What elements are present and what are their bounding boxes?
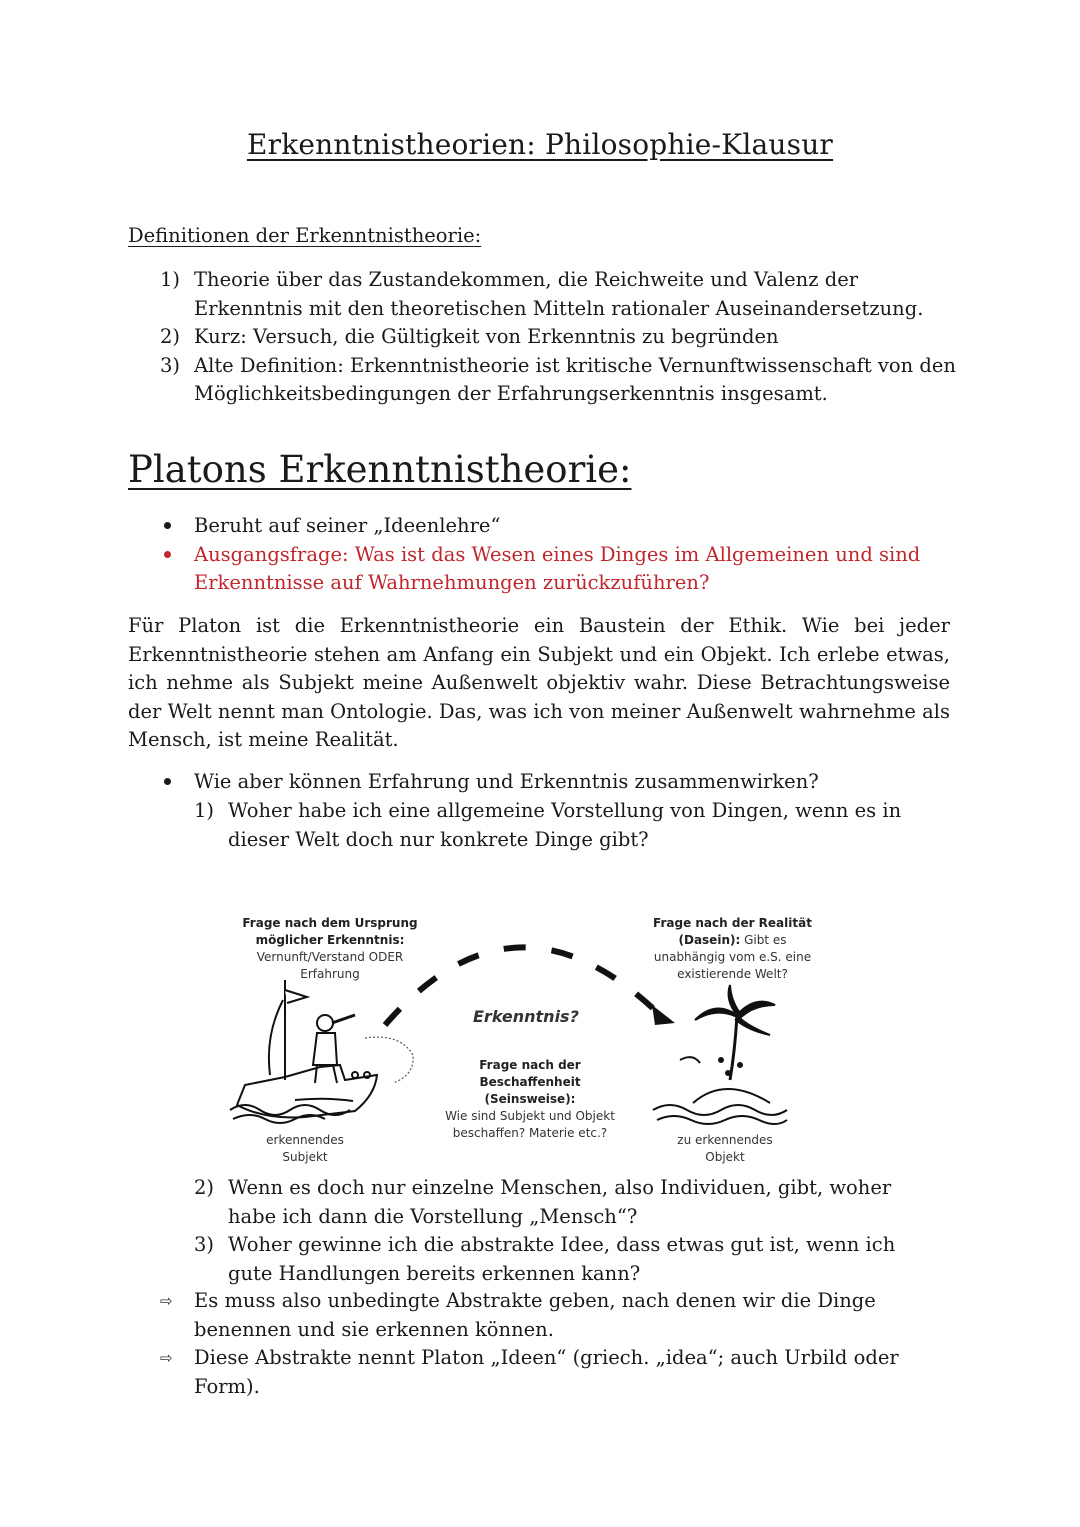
list-number: 2) bbox=[194, 1176, 215, 1199]
questions-list bbox=[194, 797, 934, 854]
reality-question-label: Frage nach der Realität (Dasein): Gibt es unabhängig vom e.S. eine existierende Welt? bbox=[653, 916, 812, 981]
definitions-list bbox=[160, 266, 960, 409]
question-bullet-list bbox=[160, 768, 940, 797]
list-text: Kurz: Versuch, die Gültigkeit von Erkenntnis zu begründen bbox=[194, 325, 779, 348]
platon-bullet-list bbox=[160, 512, 960, 598]
list-item bbox=[160, 323, 960, 352]
list-item bbox=[160, 1344, 940, 1401]
list-item-highlight bbox=[160, 541, 960, 598]
subject-caption: erkennendes Subjekt bbox=[266, 1133, 344, 1164]
section-heading-platon: Platons Erkenntnistheorie: bbox=[128, 448, 632, 491]
nature-question-label: Frage nach der Beschaffenheit (Seinsweise): Wie sind Subjekt und Objekt beschaffen? Materie etc.? bbox=[445, 1058, 615, 1140]
arrow-right-icon: ⇨ bbox=[160, 1292, 173, 1310]
list-text: Ausgangsfrage: Was ist das Wesen eines Dinges im Allgemeinen und sind Erkenntnisse auf Wahrnehmungen zurückzuführen? bbox=[194, 542, 921, 594]
arrow-right-icon: ⇨ bbox=[160, 1349, 173, 1367]
list-item bbox=[194, 1231, 934, 1288]
erkenntnis-diagram bbox=[225, 905, 835, 1170]
list-item bbox=[160, 512, 960, 541]
list-item bbox=[160, 266, 960, 323]
arrowhead-icon bbox=[652, 1005, 675, 1025]
list-item bbox=[160, 768, 940, 797]
questions-list-continued bbox=[194, 1174, 934, 1288]
list-text: Alte Definition: Erkenntnistheorie ist kritische Vernunftwissenschaft von den Möglichkeitsbedingungen der Erfahrungserkenntnis insgesamt. bbox=[194, 353, 956, 405]
list-number: 2) bbox=[160, 325, 181, 348]
list-item bbox=[194, 797, 934, 854]
bullet-dot-icon bbox=[164, 522, 171, 529]
list-text: Beruht auf seiner „Ideenlehre“ bbox=[194, 514, 501, 537]
list-number: 1) bbox=[160, 268, 181, 291]
center-question: Erkenntnis? bbox=[473, 1007, 579, 1026]
list-text: Es muss also unbedingte Abstrakte geben, nach denen wir die Dinge benennen und sie erkennen können. bbox=[194, 1289, 876, 1341]
list-text: Wenn es doch nur einzelne Menschen, also Individuen, gibt, woher habe ich dann die Vorstellung „Mensch“? bbox=[228, 1176, 892, 1228]
object-caption: zu erkennendes Objekt bbox=[677, 1133, 773, 1164]
page-title: Erkenntnistheorien: Philosophie-Klausur bbox=[246, 128, 834, 161]
list-item bbox=[160, 352, 960, 409]
list-text: Woher habe ich eine allgemeine Vorstellung von Dingen, wenn es in dieser Welt doch nur konkrete Dinge gibt? bbox=[228, 799, 902, 851]
bullet-dot-icon bbox=[164, 778, 171, 785]
conclusion-list bbox=[160, 1287, 940, 1401]
list-text: Diese Abstrakte nennt Platon „Ideen“ (griech. „idea“; auch Urbild oder Form). bbox=[194, 1346, 899, 1398]
list-number: 3) bbox=[194, 1233, 215, 1256]
list-number: 1) bbox=[194, 799, 215, 822]
list-text: Wie aber können Erfahrung und Erkenntnis zusammenwirken? bbox=[194, 770, 819, 793]
bullet-dot-icon bbox=[164, 551, 171, 558]
list-item bbox=[160, 1287, 940, 1344]
boat-explorer-icon bbox=[230, 980, 377, 1123]
island-palm-icon bbox=[653, 985, 787, 1124]
list-text: Theorie über das Zustandekommen, die Reichweite und Valenz der Erkenntnis mit den theoretischen Mitteln rationaler Auseinandersetzung. bbox=[194, 268, 924, 320]
list-item bbox=[194, 1174, 934, 1231]
list-text: Woher gewinne ich die abstrakte Idee, dass etwas gut ist, wenn ich gute Handlungen bereits erkennen kann? bbox=[228, 1233, 896, 1285]
origin-question-label: Frage nach dem Ursprung möglicher Erkenntnis: Vernunft/Verstand ODER Erfahrung bbox=[242, 916, 418, 981]
list-number: 3) bbox=[160, 353, 181, 377]
definitions-heading: Definitionen der Erkenntnistheorie: bbox=[128, 224, 482, 247]
paragraph: Für Platon ist die Erkenntnistheorie ein Baustein der Ethik. Wie bei jeder Erkenntnistheorie stehen am Anfang ein Subjekt und ein Objekt. Ich erlebe etwas, ich nehme als Subjekt meine Außenwelt objektiv wahr. Diese Betrachtungsweise der Welt nennt man Ontologie. Das, was ich von meiner Außenwelt wahrnehme als Mensch, ist meine Realität. bbox=[128, 614, 950, 751]
